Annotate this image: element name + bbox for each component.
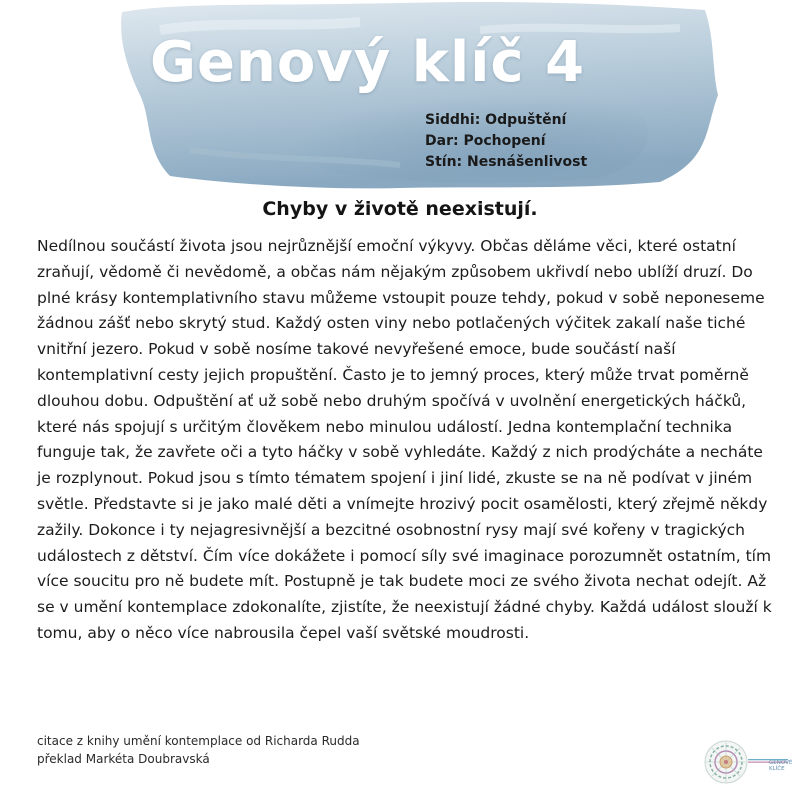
logo-text bbox=[769, 760, 792, 772]
watercolor-banner bbox=[100, 0, 720, 190]
watercolor-wash bbox=[100, 0, 720, 190]
logo-text-line2: KLÍČE bbox=[769, 766, 785, 772]
siddhi-label: Siddhi: Odpuštění bbox=[425, 112, 567, 128]
citation-translator: překlad Markéta Doubravská bbox=[37, 752, 210, 766]
gift-label: Dar: Pochopení bbox=[425, 133, 546, 149]
logo-text-line1: GENOVÉ bbox=[769, 760, 793, 766]
shadow-label: Stín: Nesnášenlivost bbox=[425, 154, 588, 170]
article-body: Nedílnou součástí života jsou nejrůznější emoční výkyvy. Občas děláme věci, které ostatní zraňují, vědomě či nevědomě, a občas nám nějakým způsobem ukřivdí nebo ublíží druzí. Do plné krásy kontemplativního stavu můžeme vstoupit pouze tehdy, pokud v sobě neponeseme žádnou zášť nebo skrytý stud. Každý osten viny nebo potlačených výčitek zakalí naše tiché vnitřní jezero. Pokud v sobě nosíme takové nevyřešené emoce, bude součástí naší kontemplativní cesty jejich propuštění. Často je to jemný proces, který může trvat poměrně dlouhou dobu. Odpuštění ať už sobě nebo druhým spočívá v uvolnění energetických háčků, které nás spojují s určitým člověkem nebo minulou událostí. Jedna kontemplační technika funguje tak, že zavřete oči a tyto háčky v sobě vyhledáte. Každý z nich prodýcháte a necháte je rozplynout. Pokud jsou s tímto tématem spojení i jiní lidé, zkuste se na ně podívat v jiném světle. Představte si je jako malé děti a vnímejte hrozivý pocit osamělosti, který zřejmě někdy zažily. Dokonce i ty nejagresivnější a bezcitné osobnostní rysy mají své kořeny v tragických událostech z dětství. Čím více dokážete i pomocí síly své imaginace porozumnět ostatním, tím více soucitu pro ně budete mít. Postupně je tak budete moci ze svého života nechat odejít. Až se v umění kontemplace zdokonalíte, zjistíte, že neexistují žádné chyby. Každá událost slouží k tomu, aby o něco více nabrousila čepel vaší světské moudrosti. bbox=[37, 237, 772, 642]
citation-source: citace z knihy umění kontemplace od Richarda Rudda bbox=[37, 734, 360, 748]
page-title: Genový klíč 4 bbox=[150, 30, 586, 95]
citation bbox=[37, 732, 360, 768]
gene-key-attributes bbox=[425, 110, 587, 173]
article-heading: Chyby v životě neexistují. bbox=[262, 198, 538, 220]
